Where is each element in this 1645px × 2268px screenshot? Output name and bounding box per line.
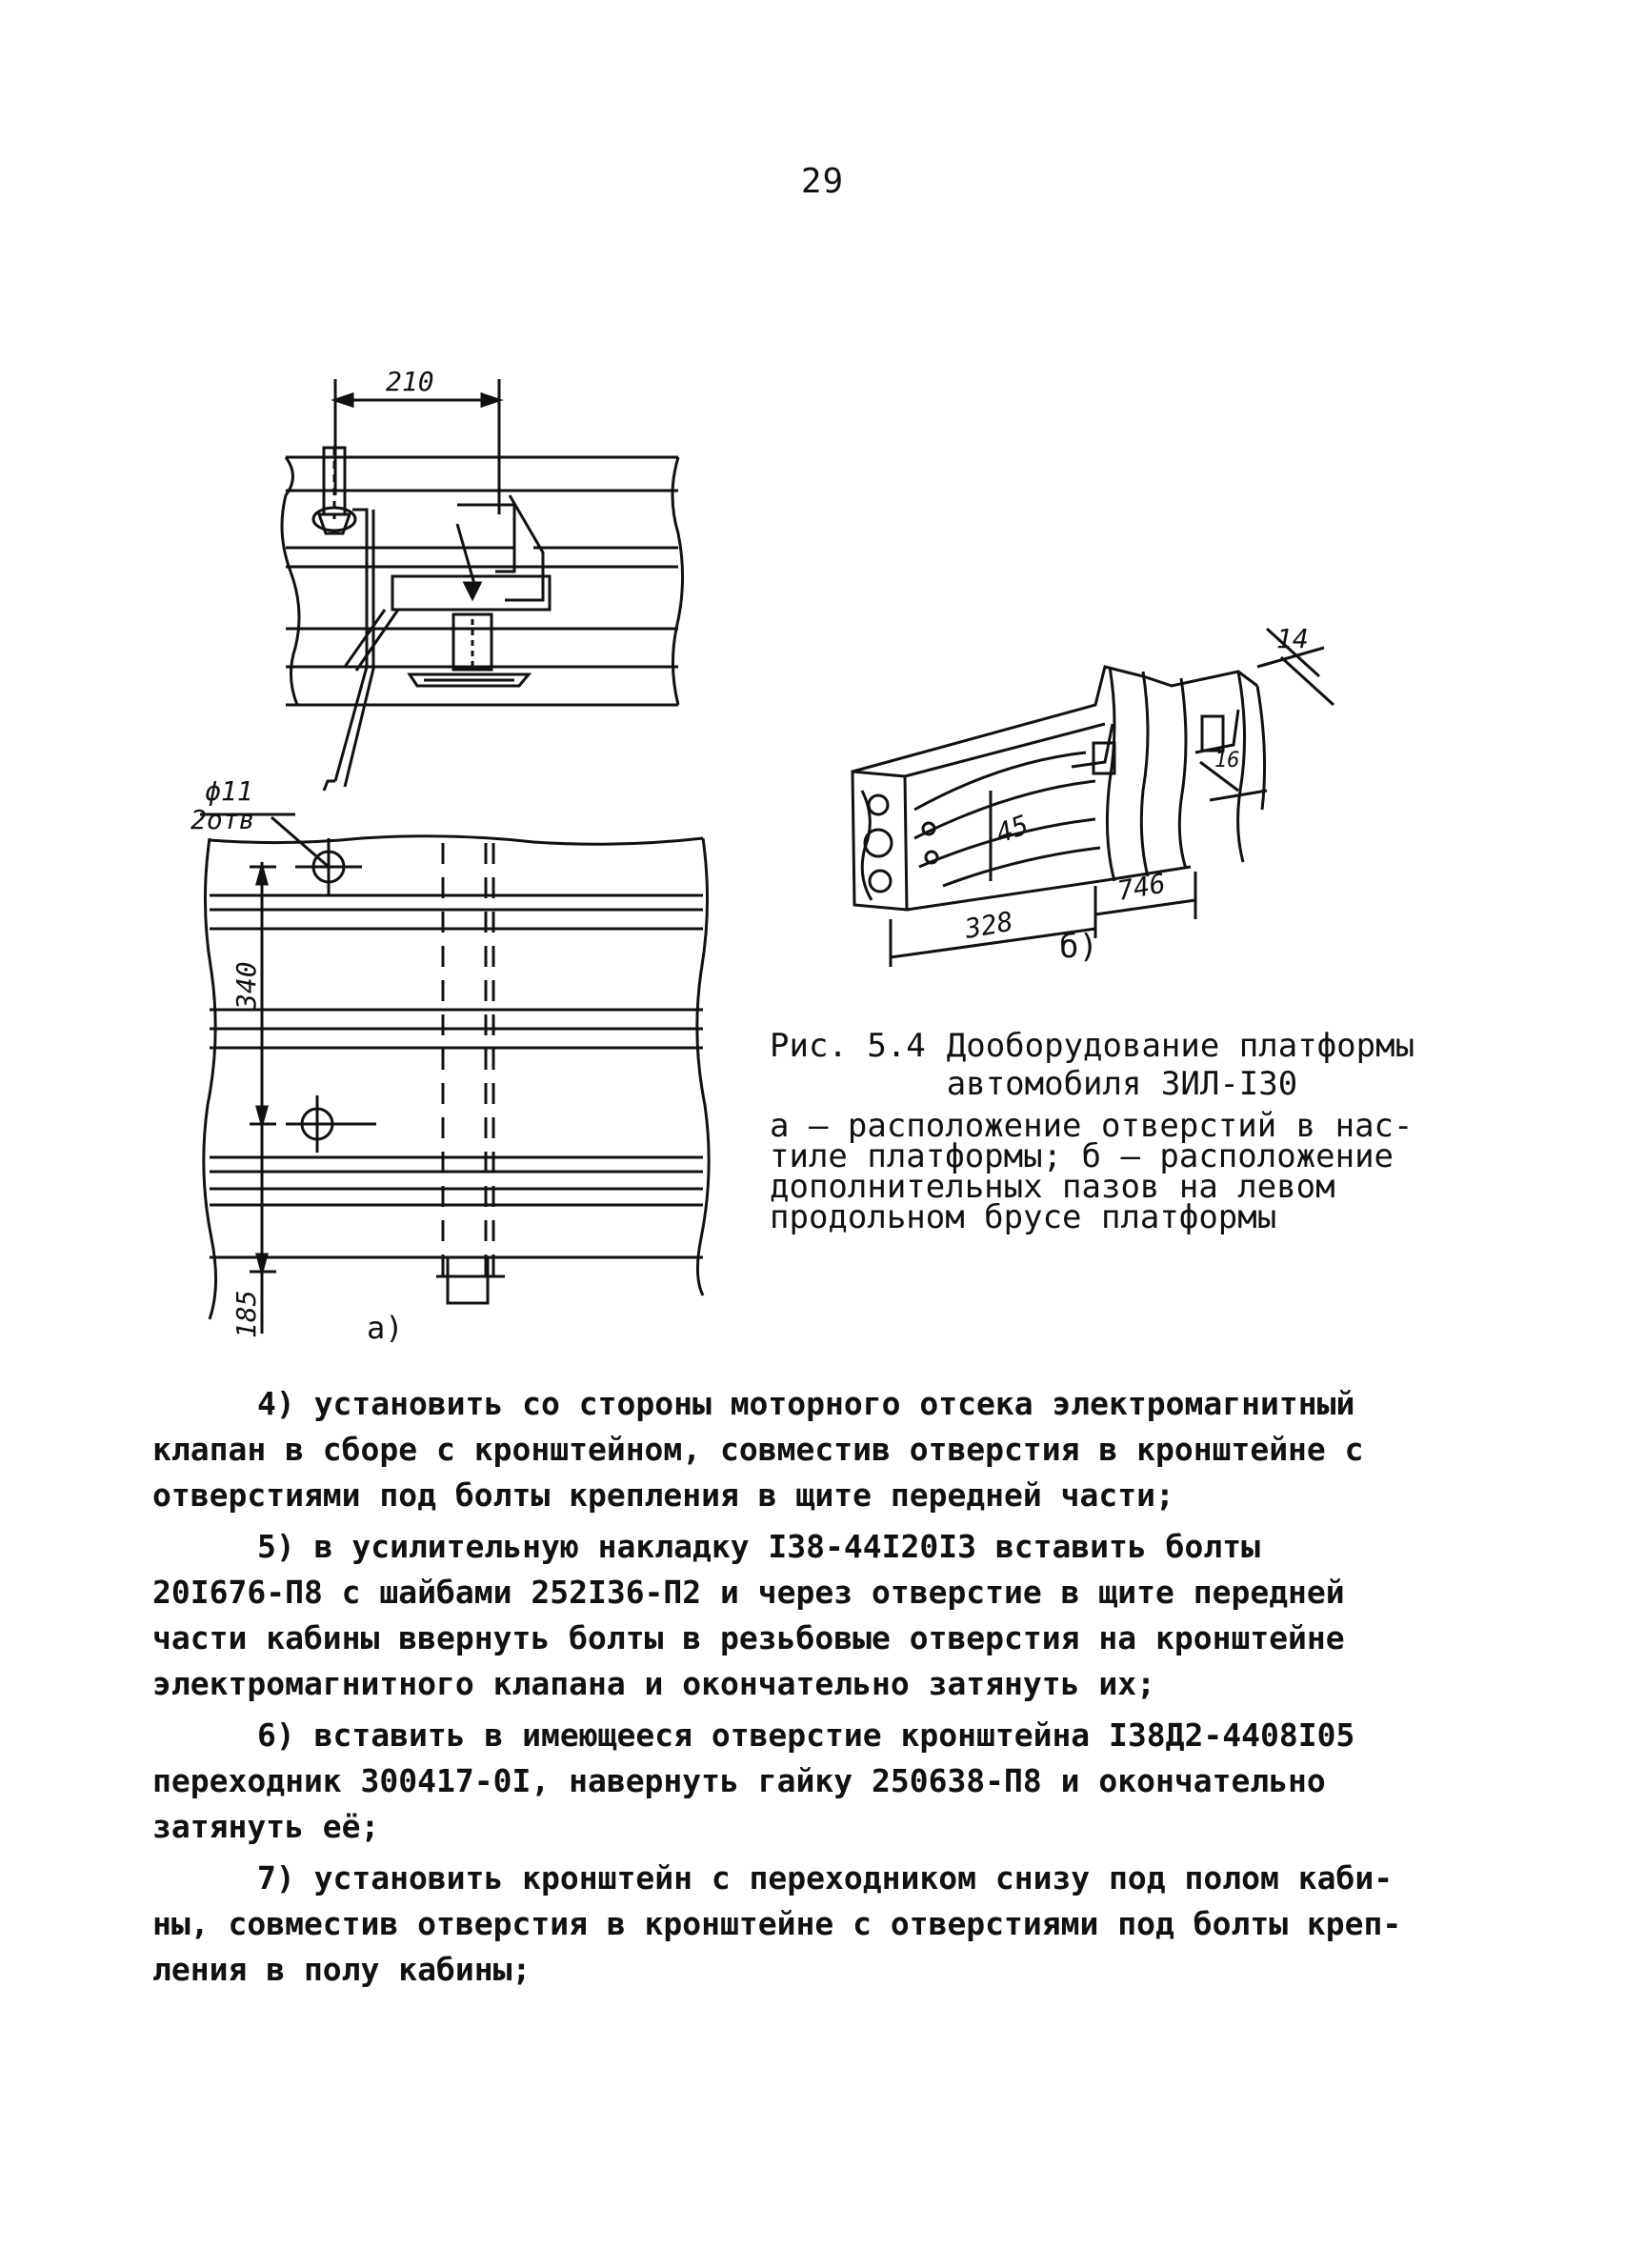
dim-slot-width: 14 bbox=[1276, 623, 1309, 654]
drawing-a-upper bbox=[282, 379, 683, 791]
paragraph-4: 4) установить со стороны моторного отсека электромагнитный клапан в сборе с кронштейном, совместив отверстия в кронштейне с отверстиями под болты крепления в щите передней части; bbox=[152, 1385, 1364, 1514]
figure-title: Дооборудование платформы автомобиля ЗИЛ-I30 bbox=[946, 1027, 1415, 1103]
figure-number: Рис. 5.4 bbox=[770, 1027, 926, 1065]
paragraph-5: 5) в усилительную накладку I38-44I20I3 вставить болты 20I676-П8 с шайбами 252I36-П2 и через отверстие в щите передней части кабины ввернуть болты в резьбовые отверстия на кронштейне электромагнитного клапана и окончательно затянуть их; bbox=[152, 1528, 1345, 1702]
hole-diameter-label: ϕ11 bbox=[205, 775, 253, 807]
figure-caption bbox=[770, 1027, 1494, 1236]
body-text bbox=[152, 1381, 1476, 1998]
drawing-a-label: а) bbox=[367, 1310, 404, 1346]
caption-heading bbox=[770, 1027, 1494, 1103]
paragraph-6: 6) вставить в имеющееся отверстие кронштейна I38Д2-4408I05 переходник 300417-0I, навернуть гайку 250638-П8 и окончательно затянуть её; bbox=[152, 1716, 1355, 1845]
dim-top-width: 210 bbox=[386, 366, 434, 397]
drawing-a-lower bbox=[200, 814, 709, 1334]
dim-slot-depth: 45 bbox=[992, 809, 1033, 850]
drawing-b-label: б) bbox=[1059, 928, 1098, 966]
dim-edge: 185 bbox=[231, 1290, 262, 1338]
dim-spacing: 340 bbox=[231, 961, 262, 1010]
dim-offset-1: 328 bbox=[962, 905, 1016, 945]
paragraph-7: 7) установить кронштейн с переходником снизу под полом каби- ны, совместив отверстия в кронштейне с отверстиями под болты креп- ления в полу кабины; bbox=[152, 1859, 1402, 1988]
drawing-b-beam bbox=[853, 629, 1334, 967]
hole-count-label: 2отв bbox=[191, 804, 255, 835]
page-number: 29 bbox=[800, 162, 845, 201]
dim-slot-depth-2: 16 bbox=[1214, 749, 1240, 773]
dim-offset-2: 746 bbox=[1114, 867, 1169, 907]
figure-description: а – расположение отверстий в нас- тиле платформы; б – расположение дополнительных пазов на левом продольном брусе платформы bbox=[770, 1107, 1414, 1236]
